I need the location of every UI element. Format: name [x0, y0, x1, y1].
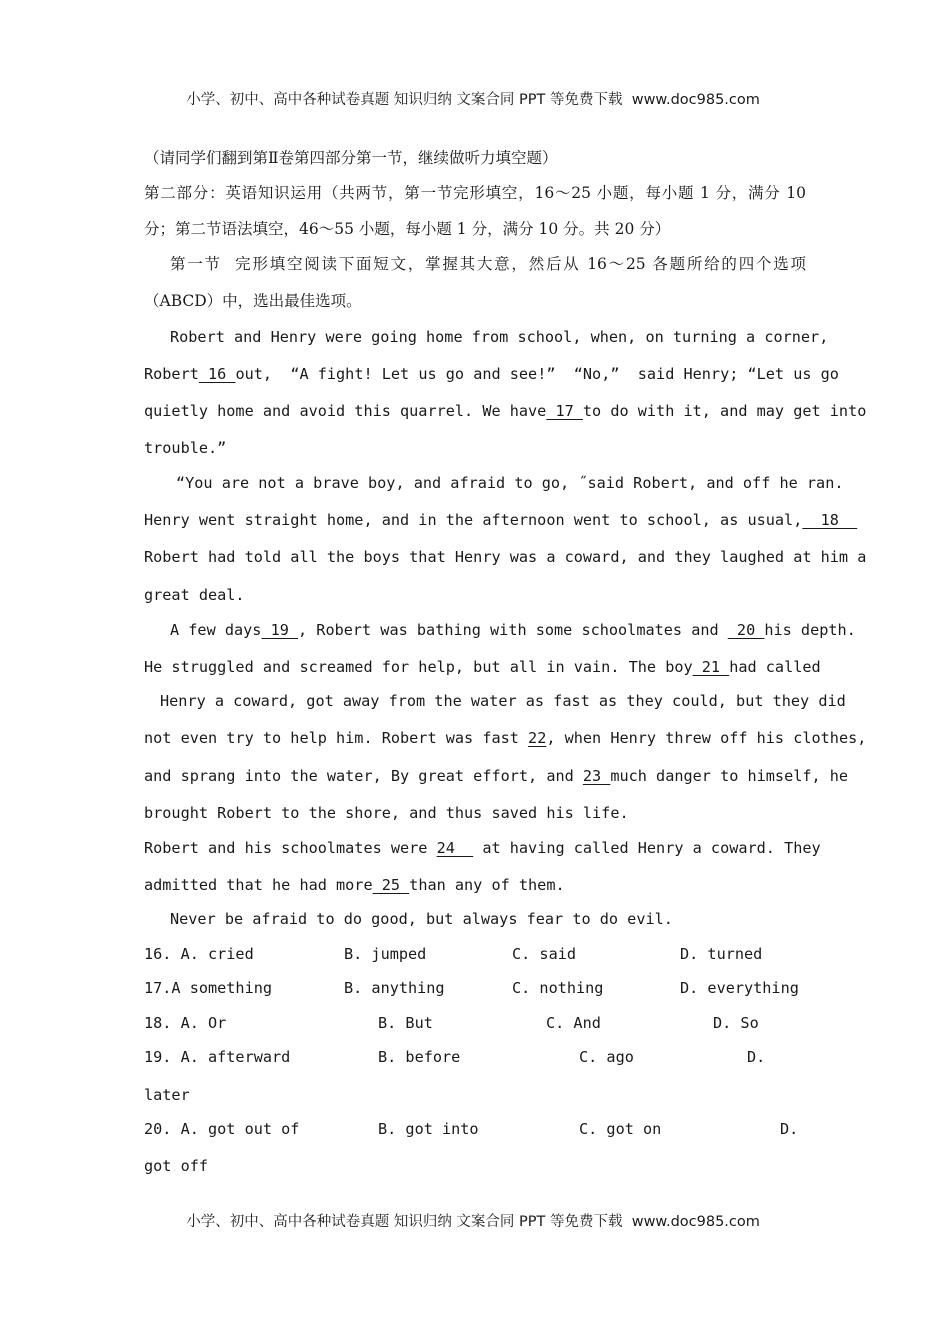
question-option-c: C. nothing: [512, 979, 604, 997]
page-footer: [177, 1192, 760, 1232]
part2-heading-line1: 第二部分：英语知识运用（共两节，第一节完形填空，16～25 小题，每小题 1 分，满分 10: [144, 184, 806, 202]
blank-24: 24: [436, 839, 474, 857]
question-option-a: 19. A. afterward: [144, 1048, 291, 1066]
footer-url: www.doc985.com: [631, 1214, 760, 1230]
question-option-b: B. But: [378, 1014, 433, 1032]
blank-25: 25: [372, 876, 410, 894]
passage-line: A few days 19 , Robert was bathing with some schoolmates and 20 his depth.: [170, 621, 856, 639]
blank-20: 20: [727, 621, 765, 639]
passage-line: “You are not a brave boy, and afraid to go, ˝said Robert, and off he ran.: [176, 474, 844, 492]
blank-21: 21: [692, 658, 730, 676]
question-option-c: C. ago: [579, 1048, 634, 1066]
header-url: www.doc985.com: [631, 92, 760, 108]
passage-line: brought Robert to the shore, and thus saved his life.: [144, 804, 629, 822]
question-option-c: C. got on: [579, 1120, 662, 1138]
blank-18: 18: [802, 511, 858, 529]
passage-line: quietly home and avoid this quarrel. We have 17 to do with it, and may get into: [144, 402, 867, 420]
passage-line: Robert and his schoolmates were 24 at having called Henry a coward. They: [144, 839, 821, 857]
question-option-b: B. before: [378, 1048, 461, 1066]
part2-heading-line2: 分；第二节语法填空，46～55 小题，每小题 1 分，满分 10 分。共 20 分）: [144, 220, 671, 238]
blank-19: 19: [261, 621, 299, 639]
blank-16: 16: [198, 365, 236, 383]
question-option-d: D. everything: [680, 979, 799, 997]
question-option-a: 18. A. Or: [144, 1014, 227, 1032]
passage-line: Robert had told all the boys that Henry was a coward, and they laughed at him a: [144, 548, 867, 566]
blank-23: 23: [582, 767, 611, 785]
header-text: 小学、初中、高中各种试卷真题 知识归纳 文案合同 PPT 等免费下载: [186, 92, 623, 108]
passage-line: not even try to help him. Robert was fast 22, when Henry threw off his clothes,: [144, 729, 867, 747]
blank-22: 22: [528, 729, 547, 747]
passage-line: great deal.: [144, 586, 245, 604]
passage-line: and sprang into the water, By great effort, and 23 much danger to himself, he: [144, 767, 849, 785]
question-option-b: B. got into: [378, 1120, 479, 1138]
footer-text: 小学、初中、高中各种试卷真题 知识归纳 文案合同 PPT 等免费下载: [186, 1214, 623, 1230]
question-option-d-text: got off: [144, 1157, 209, 1175]
section1-instruction-line1: 第一节 完形填空阅读下面短文，掌握其大意，然后从 16～25 各题所给的四个选项: [170, 255, 806, 273]
question-option-d: D.: [780, 1120, 799, 1138]
question-option-a: 20. A. got out of: [144, 1120, 300, 1138]
question-option-d: D.: [747, 1048, 766, 1066]
passage-line: He struggled and screamed for help, but all in vain. The boy 21 had called: [144, 658, 821, 676]
passage-line: trouble.”: [144, 439, 227, 457]
blank-17: 17: [546, 402, 583, 420]
passage-line: Robert and Henry were going home from school, when, on turning a corner,: [170, 328, 829, 346]
listening-note: （请同学们翻到第Ⅱ卷第四部分第一节，继续做听力填空题）: [144, 149, 558, 167]
page-header: [177, 70, 760, 110]
question-option-d-text: later: [144, 1086, 190, 1104]
question-option-a: 17.A something: [144, 979, 273, 997]
question-option-c: C. said: [512, 945, 577, 963]
question-option-b: B. anything: [344, 979, 445, 997]
question-option-d: D. turned: [680, 945, 763, 963]
passage-moral: Never be afraid to do good, but always fear to do evil.: [170, 910, 673, 928]
question-option-d: D. So: [713, 1014, 759, 1032]
question-option-c: C. And: [546, 1014, 601, 1032]
passage-line: Robert 16 out, “A fight! Let us go and see!” “No,” said Henry; “Let us go: [144, 365, 839, 383]
question-option-a: 16. A. cried: [144, 945, 254, 963]
passage-line: Henry went straight home, and in the afternoon went to school, as usual, 18: [144, 511, 858, 529]
section1-instruction-line2: （ABCD）中，选出最佳选项。: [144, 292, 362, 310]
passage-line: Henry a coward, got away from the water as fast as they could, but they did: [160, 692, 846, 710]
passage-line: admitted that he had more 25 than any of them.: [144, 876, 565, 894]
question-option-b: B. jumped: [344, 945, 427, 963]
